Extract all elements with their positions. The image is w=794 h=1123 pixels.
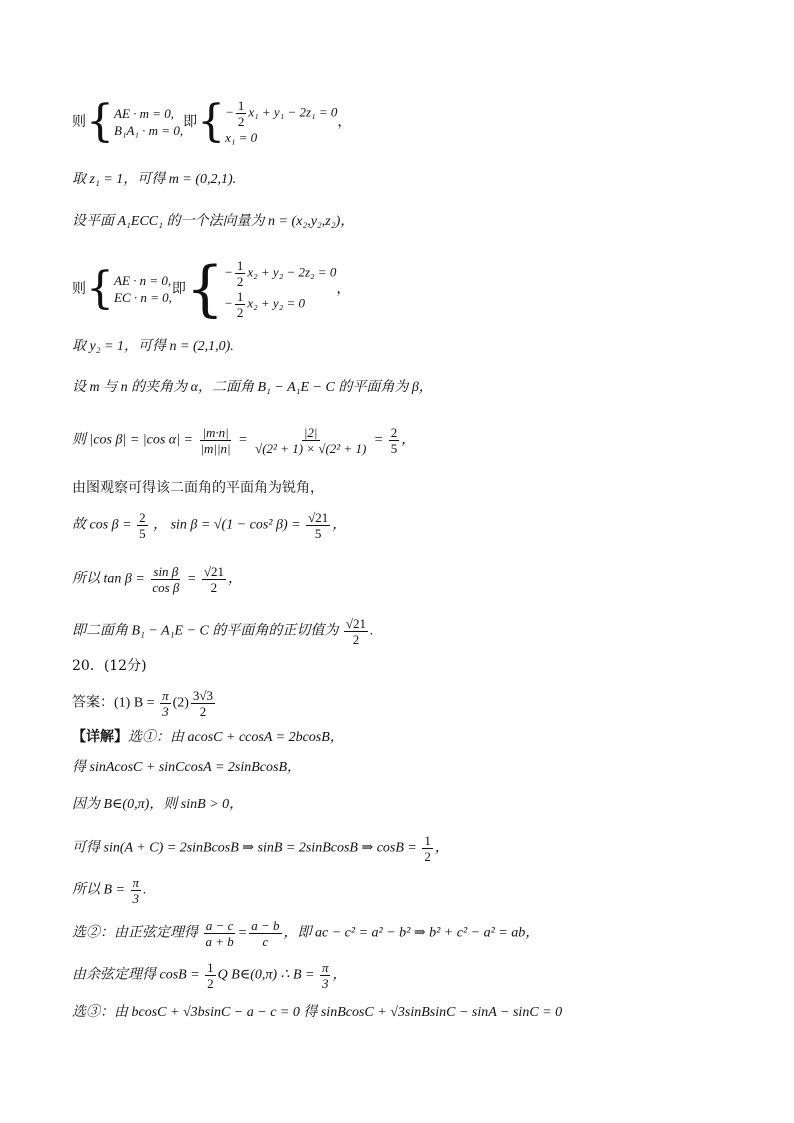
line-detail-5 <box>72 875 147 906</box>
text-answer-prefix: 答案：(1) B = <box>72 695 155 711</box>
equals-sign: = <box>238 432 248 448</box>
numerator: a − b <box>251 918 280 933</box>
fraction-3sqrt3-2 <box>191 688 215 719</box>
numerator: 1 <box>236 258 244 273</box>
equals-sign: = <box>186 571 197 587</box>
denominator: a + b <box>205 934 234 949</box>
fraction-cos-values <box>253 425 368 456</box>
denominator: 2 <box>236 274 244 289</box>
text-ie: 即 <box>183 114 198 130</box>
equation-system <box>225 98 337 146</box>
text-derivation: 可得 sin(A + C) = 2sinBcosB ⇒ sinB = 2sinBcosB ⇒ cosB = <box>72 840 417 856</box>
denominator: 2 <box>199 704 207 719</box>
equation-2: x₂ + y₂ = 0 <box>247 295 305 311</box>
text-then: 则 <box>72 114 86 130</box>
line-answer <box>72 688 217 719</box>
text-acute-angle: 由图观察可得该二面角的平面角为锐角， <box>72 480 324 496</box>
line-acute-angle <box>72 478 324 498</box>
text-tan-prefix: 所以 tan β = <box>72 571 145 587</box>
left-brace: { <box>86 263 114 314</box>
fraction-sine-left <box>204 918 236 949</box>
text-choice-2: 选②：由正弦定理得 <box>72 925 198 941</box>
numerator: π <box>162 688 169 703</box>
denominator: 3 <box>162 704 169 719</box>
numerator: 3√3 <box>192 688 214 703</box>
numerator: 1 <box>207 960 214 975</box>
numerator: π <box>132 875 140 890</box>
line-sin-beta <box>72 510 346 541</box>
fraction-cos-formula <box>198 425 232 456</box>
line-cos-beta <box>72 425 415 456</box>
line-tan-beta <box>72 564 242 595</box>
equation-system <box>224 258 336 320</box>
punct: ， <box>337 114 352 130</box>
equation-1: x₁ + y₁ − 2z₁ = 0 <box>248 104 338 120</box>
fraction-pi-3 <box>160 688 171 719</box>
text-problem-number: 20．(12分) <box>72 658 147 674</box>
minus-sign: − <box>224 264 233 280</box>
text-b-range-conclusion: Q B∈(0,π) ∴ B = <box>217 967 315 983</box>
numerator: √21 <box>203 564 224 579</box>
fraction-sine-right <box>249 918 281 949</box>
equals-sign: = <box>237 925 248 941</box>
fraction-half <box>236 98 247 129</box>
denominator: 3 <box>132 891 139 906</box>
detail-label: 【详解】 <box>72 729 128 745</box>
punct: ， <box>401 432 416 448</box>
numerator: 1 <box>424 833 431 848</box>
numerator: |2| <box>303 425 318 440</box>
text-choice-1: 选①：由 acosC + ccosA = 2bcosB， <box>128 730 344 745</box>
text-cos-prefix: 则 |cos β| = |cos α| = <box>72 432 193 448</box>
line-detail-2 <box>72 758 301 778</box>
problem-heading <box>72 656 147 676</box>
equation-2: x₁ = 0 <box>225 130 258 145</box>
fraction-pi-3 <box>320 960 331 991</box>
numerator: |m·n| <box>202 425 229 440</box>
punct: ， <box>332 967 347 983</box>
numerator: √21 <box>345 616 367 631</box>
denominator: 2 <box>352 632 360 647</box>
condition-row-2: EC · n = 0, <box>114 290 172 305</box>
numerator: a − c <box>205 918 234 933</box>
text-cosine-derivation: ，即 ac − c² = a² − b² ⇒ b² + c² − a² = ab， <box>283 925 540 941</box>
line-tan-result <box>72 616 374 647</box>
punct: ， <box>332 517 347 533</box>
denominator: 2 <box>237 114 245 129</box>
numerator: 2 <box>139 510 146 525</box>
equals-sign: = <box>373 432 384 448</box>
punct: ， <box>434 840 449 856</box>
line-take-z1 <box>72 170 236 190</box>
text-b-range: 因为 B∈(0,π)，则 sinB > 0， <box>72 797 244 812</box>
text-cosine-law: 由余弦定理得 cosB = <box>72 967 200 983</box>
denominator: |m||n| <box>200 441 231 456</box>
fraction-pi-3 <box>131 875 142 906</box>
vector-conditions <box>114 272 172 306</box>
fraction-half <box>235 258 246 289</box>
line-choice-3 <box>72 1003 562 1023</box>
text-take-z1: 取 z₁ = 1，可得 m = (0,2,1). <box>72 172 237 187</box>
line-take-y2 <box>72 337 234 357</box>
numerator: π <box>321 960 329 975</box>
denominator: 5 <box>314 526 322 541</box>
text-sin-formula: ， sin β = √(1 − cos² β) = <box>153 517 301 533</box>
text-sine-identity: 得 sinAcosC + sinCcosA = 2sinBcosB， <box>72 760 302 775</box>
punct: ， <box>227 571 242 587</box>
fraction-half <box>422 833 433 864</box>
text-take-y2: 取 y₂ = 1，可得 n = (2,1,0). <box>72 339 234 354</box>
left-brace: { <box>197 96 226 147</box>
denominator: 5 <box>139 526 146 541</box>
numerator: sin β <box>153 564 179 579</box>
punct: ， <box>336 281 351 297</box>
fraction-sin-cos <box>150 564 181 595</box>
denominator: 5 <box>390 441 398 456</box>
numerator: √21 <box>308 510 329 525</box>
condition-row-1: AE · n = 0, <box>114 273 172 288</box>
line-detail-1 <box>72 727 344 748</box>
text-therefore-b: 所以 B = <box>72 882 125 898</box>
line-angle-def <box>72 378 433 398</box>
text-then: 则 <box>72 281 86 297</box>
fraction-sqrt21-2 <box>344 616 368 647</box>
line-choice-2 <box>72 918 539 949</box>
text-ie: 即 <box>171 281 186 297</box>
line-system-1 <box>72 98 351 146</box>
fraction-two-fifths <box>137 510 148 541</box>
denominator: √(2² + 1) × √(2² + 1) <box>255 441 367 456</box>
equation-1: x₂ + y₂ − 2z₂ = 0 <box>247 264 337 280</box>
condition-row-1: AE · m = 0, <box>114 106 175 121</box>
left-brace: { <box>185 254 225 324</box>
fraction-half <box>235 289 246 320</box>
left-brace: { <box>86 96 114 147</box>
punct: . <box>370 623 374 639</box>
text-choice-3: 选③：由 bcosC + √3bsinC − a − c = 0 得 sinBcosC + √3sinBsinC − sinA − sinC = 0 <box>72 1005 563 1020</box>
text-angle-def: 设 m 与 n 的夹角为 α，二面角 B₁ − A₁E − C 的平面角为 β， <box>72 380 433 395</box>
denominator: 2 <box>424 849 431 864</box>
vector-conditions <box>114 105 183 139</box>
denominator: cos β <box>152 580 180 595</box>
numerator: 2 <box>390 425 398 440</box>
numerator: 1 <box>237 98 245 113</box>
text-tan-result: 即二面角 B₁ − A₁E − C 的平面角的正切值为 <box>72 623 339 639</box>
condition-row-2: B₁A₁ · m = 0, <box>114 123 184 138</box>
line-cosine-law <box>72 960 346 991</box>
denominator: 2 <box>210 580 218 595</box>
fraction-half <box>205 960 216 991</box>
text-normal-vector: 设平面 A₁ECC₁ 的一个法向量为 n = (x₂,y₂,z₂)， <box>72 214 355 229</box>
denominator: c <box>262 934 269 949</box>
line-system-2 <box>72 254 351 324</box>
numerator: 1 <box>236 289 244 304</box>
line-normal-vector <box>72 212 354 232</box>
fraction-sqrt21-2 <box>202 564 226 595</box>
denominator: 2 <box>236 305 244 320</box>
line-detail-3 <box>72 795 243 815</box>
denominator: 2 <box>207 976 214 991</box>
denominator: 3 <box>321 976 329 991</box>
fraction-two-fifths <box>389 425 400 456</box>
minus-sign: − <box>224 295 233 311</box>
punct: . <box>143 882 147 898</box>
minus-sign: − <box>225 104 234 120</box>
line-detail-4 <box>72 833 449 864</box>
fraction-sqrt21-5 <box>306 510 330 541</box>
text-cos-value: 故 cos β = <box>72 517 132 533</box>
text-part2: (2) <box>172 695 189 711</box>
